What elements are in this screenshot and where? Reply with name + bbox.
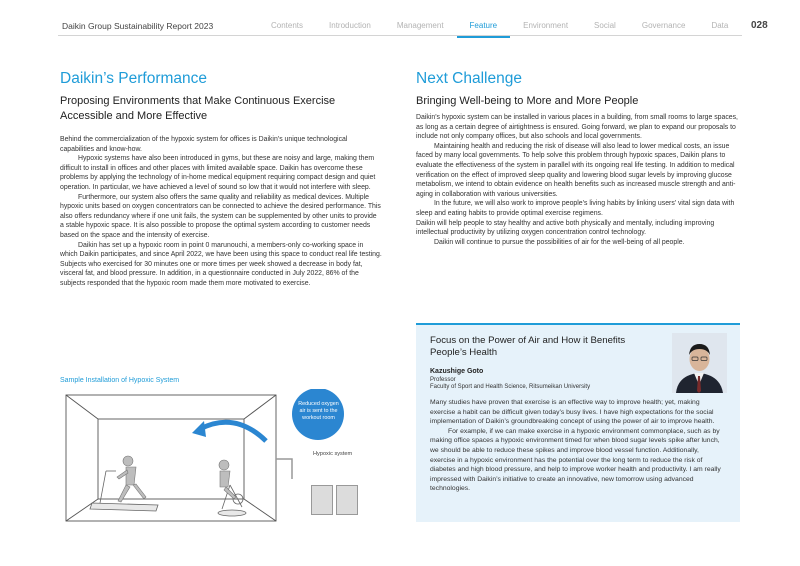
hypoxic-system-label: Hypoxic system — [313, 451, 353, 457]
interviewee-affiliation: Faculty of Sport and Health Science, Ritsumeikan University — [430, 384, 591, 390]
nav-data[interactable]: Data — [711, 21, 729, 30]
page-number: 028 — [751, 20, 768, 31]
right-paragraph: Daikin will help people to stay healthy and active both physically and mentally, including improving intellectual productivity by utilizing oxygen concentration control technology. — [416, 219, 715, 237]
hypoxic-unit — [336, 485, 358, 515]
right-paragraph: In the future, we will also work to improve people’s living habits by linking users’ vital sign data with sleep and eating habits to provide optimal exercise regimens. — [416, 200, 735, 217]
header-divider — [58, 35, 742, 36]
nav-introduction[interactable]: Introduction — [329, 21, 371, 30]
right-section-title: Next Challenge — [416, 70, 522, 87]
hypoxic-unit — [311, 485, 333, 515]
focus-body — [430, 398, 726, 494]
report-title: Daikin Group Sustainability Report 2023 — [62, 21, 214, 31]
page-header — [0, 0, 800, 40]
hypoxic-system-illustration — [60, 389, 380, 529]
right-paragraph: Daikin will continue to pursue the possibilities of air for the well-being of all people. — [434, 238, 685, 246]
left-section-title: Daikin’s Performance — [60, 70, 208, 87]
nav-social[interactable]: Social — [594, 21, 616, 30]
section-nav — [258, 15, 741, 36]
airflow-callout: Reduced oxygen air is sent to the workout room — [298, 401, 339, 421]
right-body — [416, 113, 742, 247]
focus-title: Focus on the Power of Air and How it Benefits People’s Health — [430, 335, 626, 358]
left-section-subtitle: Proposing Environments that Make Continuous Exercise Accessible and More Effective — [60, 95, 336, 122]
nav-management[interactable]: Management — [396, 21, 444, 30]
nav-feature[interactable]: Feature — [457, 15, 511, 36]
left-paragraph: Hypoxic systems have also been introduced in gyms, but these are noisy and large, making them difficult to install in offices and other places with limited available space. Daikin has overcome these problems by applying the technology of in-home medical equipment requiring compact design and quiet operation. In particular, we have achieved a level of sound so low that it would not interfere with sleep. — [60, 155, 376, 191]
focus-paragraph: For example, if we can make exercise in a hypoxic environment commonplace, such as by making office spaces a hypoxic environment timed for when blood sugar levels spike after lunch, we should be able to reduce these spikes and improve blood vessel function. Additionally, exercise in a hypoxic environment has the potential over the long term to reduce the risk of diabetes and high blood pressure, and help to improve worker health and productivity. I am really impressed with Daikin’s initiative to create an innovative, new tomorrow using advanced technologies. — [430, 427, 721, 493]
left-paragraph: Furthermore, our system also offers the same quality and reliability as medical devices. Multiple hypoxic units based on oxygen concentrators can be connected to achieve the desired performance. This also offers redundancy where if one unit fails, the system can be supplemented by other units to provide a stable hypoxic space. It is also possible to propose the optimal system according to customer needs based on the space and the intensity of exercise. — [60, 193, 381, 239]
nav-contents[interactable]: Contents — [271, 21, 304, 30]
focus-paragraph: Many studies have proven that exercise is an effective way to improve health; yet, making exercise a habit can be difficult given today’s busy lives. I have high expectations for the social implementation of Daikin’s groundbreaking concept of using the power of air to improve health. — [430, 399, 715, 426]
right-paragraph: Daikin’s hypoxic system can be installed in various places in a building, from small rooms to large spaces, as long as a certain degree of airtightness is ensured. Going forward, we plan to expand our proposals to include not only company offices, but also schools and local governments. — [416, 114, 738, 141]
interviewee-name: Kazushige Goto — [430, 368, 484, 375]
right-section-subtitle: Bringing Well-being to More and More People — [416, 95, 639, 107]
left-paragraph: Behind the commercialization of the hypoxic system for offices is Daikin’s unique technological capabilities and know-how. — [60, 136, 348, 153]
left-paragraph: Daikin has set up a hypoxic room in point 0 marunouchi, a members-only co-working space in which Daikin participates, and since April 2022, we have been using this space to conduct real life testing. Subjects who exercised for 30 minutes one or more times per week showed a decrease in body fat, visceral fat, and blood pressure. In addition, in a questionnaire conducted in July 2022, 86% of the subjects responded that the hypoxic room made them more motivated to exercise. — [60, 241, 382, 287]
portrait-photo — [672, 333, 727, 393]
focus-box — [416, 323, 740, 522]
left-body — [60, 135, 382, 289]
figure-caption: Sample Installation of Hypoxic System — [60, 377, 180, 384]
nav-governance[interactable]: Governance — [641, 21, 686, 30]
focus-top-bar — [416, 323, 740, 325]
interviewee-position: Professor — [430, 377, 456, 383]
right-paragraph: Maintaining health and reducing the risk of disease will also lead to lower medical costs, an issue faced by many local governments. To help solve this problem through hypoxic spaces, Daikin plans to evaluate the effectiveness of the system in parallel with its ongoing real life testing. In addition to medical verification on the effect of improved sleep quality and lowering blood sugar levels by improving glucose metabolism, we intend to obtain evidence on health benefits such as increased muscle strength and anti-aging in collaboration with various universities. — [416, 142, 736, 198]
nav-environment[interactable]: Environment — [523, 21, 569, 30]
person-portrait-icon — [672, 333, 727, 393]
